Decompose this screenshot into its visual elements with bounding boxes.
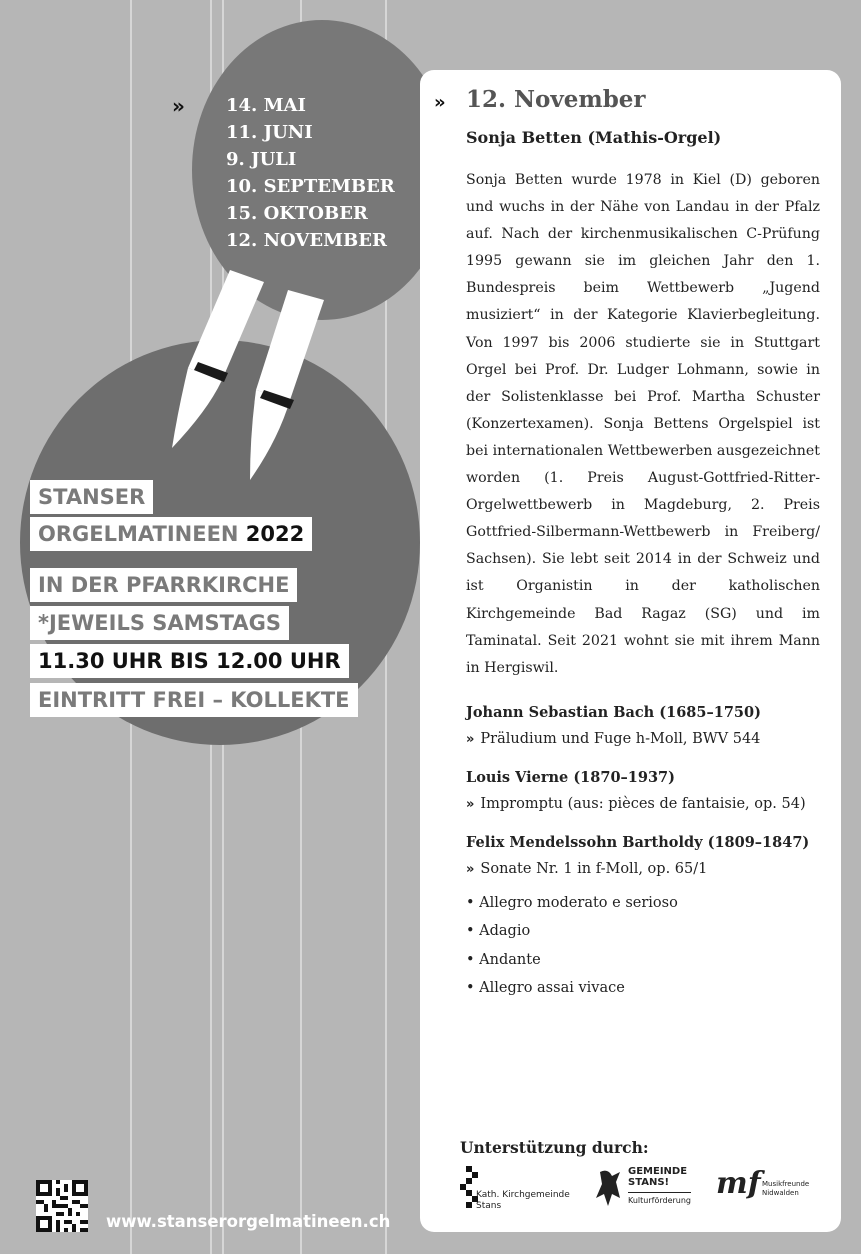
piece-title <box>466 796 820 812</box>
movement-list <box>466 889 820 1003</box>
gemeinde-stans-logo <box>594 1166 704 1216</box>
logo-line: STANS! <box>628 1177 670 1188</box>
date-item: 12. NOVEMBER <box>226 230 387 251</box>
logo-text <box>762 1180 809 1198</box>
movement-item: • Allegro moderato e serioso <box>466 894 678 911</box>
organ-pipe-left <box>172 270 264 448</box>
logo-line: GEMEINDE <box>628 1166 688 1177</box>
date-item: 14. MAI <box>226 95 306 116</box>
title-line2 <box>30 517 312 551</box>
card-arrow-icon: » <box>434 92 446 113</box>
concert-date: 12. November <box>466 86 646 113</box>
movement-item: • Andante <box>466 951 541 968</box>
piece-title <box>466 731 820 747</box>
dates-arrow-icon: » <box>172 94 185 118</box>
performer-name: Sonja Betten (Mathis-Orgel) <box>466 128 722 147</box>
composer-name: Felix Mendelssohn Bartholdy (1809–1847) <box>466 833 810 851</box>
logo-line: Kulturförderung <box>628 1192 691 1206</box>
movement-item: • Adagio <box>466 923 531 940</box>
title-line1: STANSER <box>30 480 153 514</box>
concert-card <box>420 70 841 1232</box>
musikfreunde-logo <box>716 1166 826 1216</box>
piece-text: Impromptu (aus: pièces de fantaisie, op. 54) <box>480 795 806 812</box>
piece-arrow-icon: » <box>466 731 475 747</box>
date-item: 11. JUNI <box>226 122 313 143</box>
days-label: *JEWEILS SAMSTAGS <box>30 606 289 640</box>
admission-label: EINTRITT FREI – KOLLEKTE <box>30 683 358 717</box>
kirchgemeinde-logo <box>458 1166 588 1216</box>
support-title: Unterstützung durch: <box>460 1138 649 1157</box>
logo-text <box>476 1190 570 1212</box>
date-list <box>226 92 395 254</box>
website-url[interactable]: www.stanserorgelmatineen.ch <box>106 1212 391 1231</box>
piece-title <box>466 861 820 877</box>
title-year: 2022 <box>245 522 305 546</box>
logo-line: Musikfreunde <box>762 1180 810 1188</box>
location-label: IN DER PFARRKIRCHE <box>30 568 297 602</box>
piece-arrow-icon: » <box>466 861 475 877</box>
piece-arrow-icon: » <box>466 796 475 812</box>
card-body <box>466 128 820 1003</box>
time-label: 11.30 UHR BIS 12.00 UHR <box>30 644 349 678</box>
composer-name: Johann Sebastian Bach (1685–1750) <box>466 703 761 721</box>
logo-line: Nidwalden <box>762 1189 799 1197</box>
organ-pipes-illustration <box>160 270 340 490</box>
logo-line: Stans <box>476 1201 502 1211</box>
date-item: 10. SEPTEMBER <box>226 176 395 197</box>
piece-text: Sonate Nr. 1 in f-Moll, op. 65/1 <box>480 860 708 877</box>
organ-pipe-right <box>250 290 324 480</box>
date-item: 15. OKTOBER <box>226 203 368 224</box>
mf-logo-mark: mf <box>716 1166 761 1201</box>
qr-code[interactable] <box>36 1180 88 1232</box>
movement-item: • Allegro assai vivace <box>466 980 625 997</box>
performer-bio: Sonja Betten wurde 1978 in Kiel (D) geboren und wuchs in der Nähe von Landau in der Pfalz auf. Nach der kirchenmusikalischen C-Prüfung 1995 gewann sie im gleichen Jahr den 1. Bundespreis beim Wettbewerb „Jugend musiziert“ in der Kategorie Klavierbegleitung. Von 1997 bis 2006 studierte sie in Stuttgart Orgel bei Prof. Dr. Ludger Lohmann, sowie in der Solistenklasse bei Prof. Martha Schuster (Konzertexamen). Sonja Bettens Orgelspiel ist bei internationalen Wettbewerben ausgezeichnet worden (1. Preis August-Gottfried-Ritter-Orgelwettbewerb in Magdeburg, 2. Preis Gottfried-Silbermann-Wettbewerb in Freiberg/ Sachsen). Sie lebt seit 2014 in der Schweiz und ist Organistin in der katholischen Kirchgemeinde Bad Ragaz (SG) und im Taminatal. Seit 2021 wohnt sie mit ihrem Mann in Hergiswil. <box>466 172 820 676</box>
composer-name: Louis Vierne (1870–1937) <box>466 768 675 786</box>
date-item: 9. JULI <box>226 149 297 170</box>
ibex-crest-icon <box>594 1168 624 1208</box>
logo-line: Kath. Kirchgemeinde <box>476 1190 570 1200</box>
piece-text: Präludium und Fuge h-Moll, BWV 544 <box>480 730 761 747</box>
title-text: ORGELMATINEEN <box>38 522 239 546</box>
logo-text <box>628 1166 691 1206</box>
